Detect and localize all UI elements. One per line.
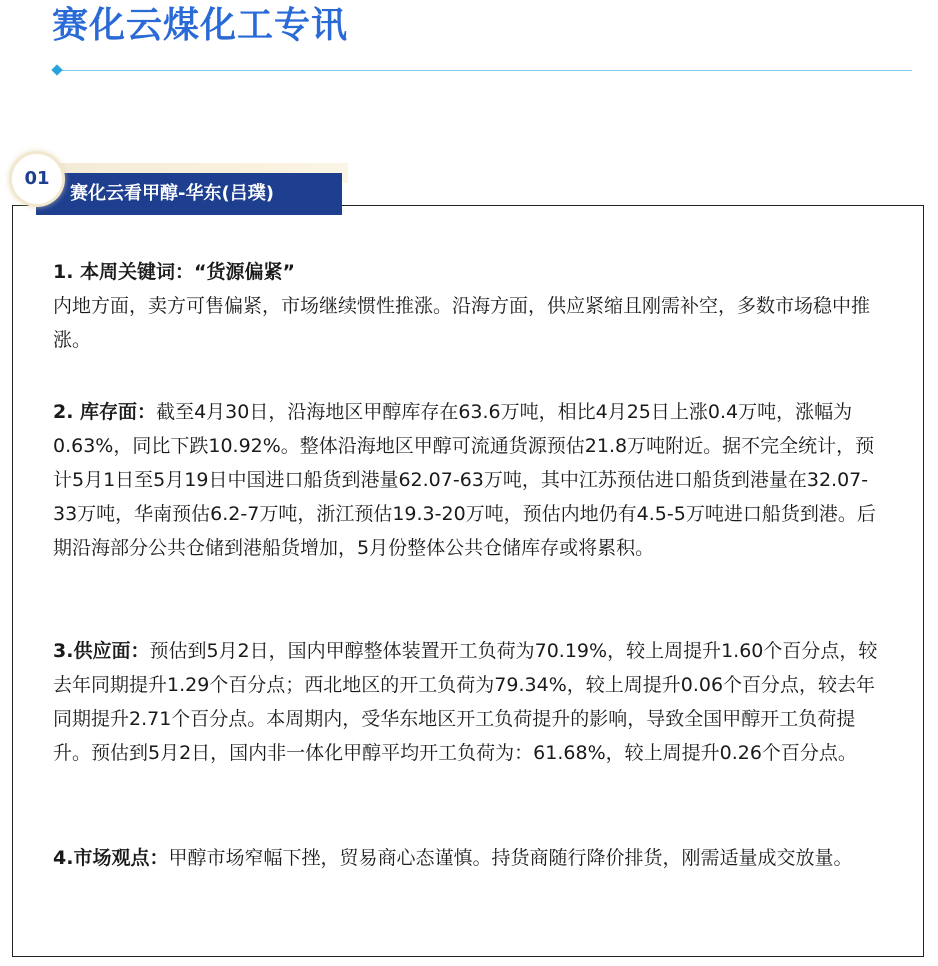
paragraph-market-view bbox=[53, 841, 889, 875]
section-title: 赛化云看甲醇-华东(吕璞) bbox=[70, 183, 274, 204]
paragraph-heading: 4.市场观点： bbox=[53, 847, 169, 869]
page-title: 赛化云煤化工专讯 bbox=[52, 5, 349, 46]
paragraph-text: 预估到5月2日，国内甲醇整体装置开工负荷为70.19%，较上周提升1.60个百分点，较去年同期提升1.29个百分点；西北地区的开工负荷为79.34%，较上周提升0.06个百分点，较去年同期提升2.71个百分点。本周期内，受华东地区开工负荷提升的影响，导致全国甲醇开工负荷提升。预估到5月2日，国内非一体化甲醇平均开工负荷为：61.68%，较上周提升0.26个百分点。 bbox=[53, 640, 878, 764]
paragraph-text: 甲醇市场窄幅下挫，贸易商心态谨慎。持货商随行降价排货，刚需适量成交放量。 bbox=[168, 847, 853, 869]
paragraph-inventory bbox=[53, 395, 889, 565]
section-number: 01 bbox=[24, 168, 50, 189]
paragraph-heading: 3.供应面： bbox=[53, 640, 150, 662]
diamond-icon bbox=[51, 64, 62, 75]
paragraph-supply bbox=[53, 634, 889, 770]
paragraph-heading: 2. 库存面： bbox=[53, 401, 157, 423]
paragraph-heading: 1. 本周关键词：“货源偏紧” bbox=[53, 261, 296, 283]
paragraph-text: 内地方面，卖方可售偏紧，市场继续惯性推涨。沿海方面，供应紧缩且刚需补空，多数市场稳中推涨。 bbox=[53, 295, 871, 351]
paragraph-text: 截至4月30日，沿海地区甲醇库存在63.6万吨，相比4月25日上涨0.4万吨，涨幅为0.63%，同比下跌10.92%。整体沿海地区甲醇可流通货源预估21.8万吨附近。据不完全统计，预计5月1日至5月19日中国进口船货到港量62.07-63万吨，其中江苏预估进口船货到港量在32.07-33万吨，华南预估6.2-7万吨，浙江预估19.3-20万吨，预估内地仍有4.5-5万吨进口船货到港。后期沿海部分公共仓储到港船货增加，5月份整体公共仓储库存或将累积。 bbox=[53, 401, 876, 559]
paragraph-keywords bbox=[53, 255, 889, 357]
title-divider bbox=[58, 70, 912, 71]
